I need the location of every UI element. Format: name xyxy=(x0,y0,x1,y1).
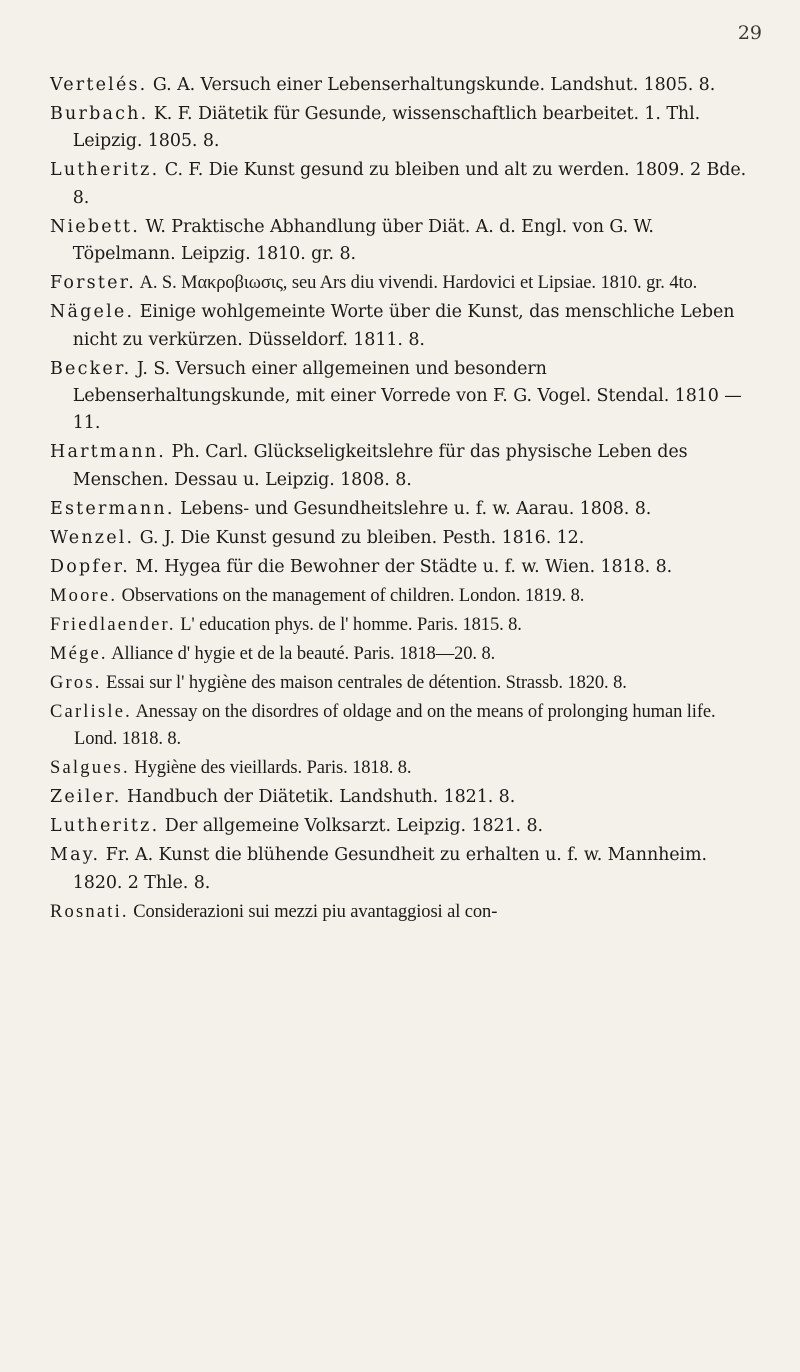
entry-author: Dopfer. xyxy=(50,556,131,577)
entry-text: Einige wohlgemeinte Worte über die Kunst, das menschliche Leben nicht zu verkürzen. Düsseldorf. 1811. 8. xyxy=(72,302,735,350)
entry-text: J. S. Versuch einer allgemeinen und besondern Lebenserhaltungskunde, mit einer Vorrede von F. G. Vogel. Stendal. 1810 — 11. xyxy=(72,358,742,434)
entry-author: Niebett. xyxy=(50,216,141,237)
entry-author: Vertelés. xyxy=(50,75,148,95)
bibliography-entry xyxy=(50,101,762,156)
entry-author: Estermann. xyxy=(50,498,175,519)
entry-author: Rosnati. xyxy=(50,901,129,922)
bibliography-entry xyxy=(50,755,762,782)
entry-text: K. F. Diätetik für Gesunde, wissenschaftlich bearbeitet. 1. Thl. Leipzig. 1805. 8. xyxy=(72,104,701,152)
entry-text: G. J. Die Kunst gesund zu bleiben. Pesth. 1816. 12. xyxy=(134,527,585,548)
bibliography-entry xyxy=(50,784,762,811)
bibliography-entry xyxy=(50,496,762,523)
entry-author: Mége. xyxy=(50,643,108,664)
entry-text: Anessay on the disordres of oldage and on the means of prolonging human life. Lond. 1818. 8. xyxy=(74,701,716,750)
bibliography-entry xyxy=(50,299,762,354)
entry-text: M. Hygea für die Bewohner der Städte u. f. w. Wien. 1818. 8. xyxy=(130,556,673,577)
entry-text: Der allgemeine Volksarzt. Leipzig. 1821. 8. xyxy=(159,816,543,837)
bibliography-entry xyxy=(50,72,762,99)
bibliography-entry xyxy=(50,899,762,926)
entry-author: Wenzel. xyxy=(50,527,135,548)
bibliography-entry xyxy=(50,554,762,581)
entry-author: Hartmann. xyxy=(50,442,167,463)
entry-text: G. A. Versuch einer Lebenserhaltungskunde. Landshut. 1805. 8. xyxy=(147,75,716,95)
entry-text: Fr. A. Kunst die blühende Gesundheit zu erhalten u. f. w. Mannheim. 1820. 2 Thle. 8. xyxy=(72,845,707,893)
bibliography-entry xyxy=(50,612,762,639)
bibliography-entry xyxy=(50,641,762,668)
entry-text: Considerazioni sui mezzi piu avantaggiosi al con- xyxy=(128,901,498,922)
entry-text: Lebens- und Gesundheitslehre u. f. w. Aarau. 1808. 8. xyxy=(174,498,652,519)
entry-text: Handbuch der Diätetik. Landshuth. 1821. 8. xyxy=(121,787,516,808)
bibliography-entry xyxy=(50,214,762,269)
bibliography-entry xyxy=(50,583,762,610)
entry-author: Carlisle. xyxy=(50,701,132,722)
bibliography-entry xyxy=(50,842,762,897)
entry-text: W. Praktische Abhandlung über Diät. A. d. Engl. von G. W. Töpelmann. Leipzig. 1810. gr. 8. xyxy=(72,216,654,265)
bibliography-entry xyxy=(50,439,762,494)
page-number: 29 xyxy=(737,22,762,44)
bibliography-entry xyxy=(50,356,762,438)
entry-author: May. xyxy=(50,845,101,866)
bibliography-entry xyxy=(50,813,762,840)
entry-author: Burbach. xyxy=(50,104,149,124)
bibliography-entry xyxy=(50,670,762,697)
entry-text: Essai sur l' hygiène des maison centrales de détention. Strassb. 1820. 8. xyxy=(101,672,627,693)
entry-text: A. S. Μακροβιωσις, seu Ars diu vivendi. Hardovici et Lipsiae. 1810. gr. 4to. xyxy=(136,273,698,294)
entry-author: Lutheritz. xyxy=(50,816,160,837)
entry-author: Gros. xyxy=(50,672,102,693)
entry-author: Lutheritz. xyxy=(50,160,160,181)
bibliography-entry xyxy=(50,157,762,212)
entry-text: Ph. Carl. Glückseligkeitslehre für das physische Leben des Menschen. Dessau u. Leipzig. 1808. 8. xyxy=(72,442,688,490)
bibliography-entry xyxy=(50,699,762,754)
entry-text: L' education phys. de l' homme. Paris. 1815. 8. xyxy=(175,614,522,635)
entry-author: Becker. xyxy=(50,358,132,379)
entry-text: Alliance d' hygie et de la beauté. Paris. 1818—20. 8. xyxy=(107,643,496,664)
bibliography-entry xyxy=(50,525,762,552)
entry-author: Moore. xyxy=(50,585,118,606)
entry-author: Forster. xyxy=(50,273,137,294)
entry-author: Zeiler. xyxy=(50,787,122,808)
entry-text: C. F. Die Kunst gesund zu bleiben und alt zu werden. 1809. 2 Bde. 8. xyxy=(72,160,747,208)
entry-text: Hygiène des vieillards. Paris. 1818. 8. xyxy=(129,758,412,779)
entry-author: Nägele. xyxy=(50,302,135,323)
entry-author: Friedlaender. xyxy=(50,614,176,635)
entry-author: Salgues. xyxy=(50,758,130,779)
bibliography-list xyxy=(50,72,762,928)
entry-text: Observations on the management of children. London. 1819. 8. xyxy=(117,585,585,606)
bibliography-entry xyxy=(50,270,762,297)
